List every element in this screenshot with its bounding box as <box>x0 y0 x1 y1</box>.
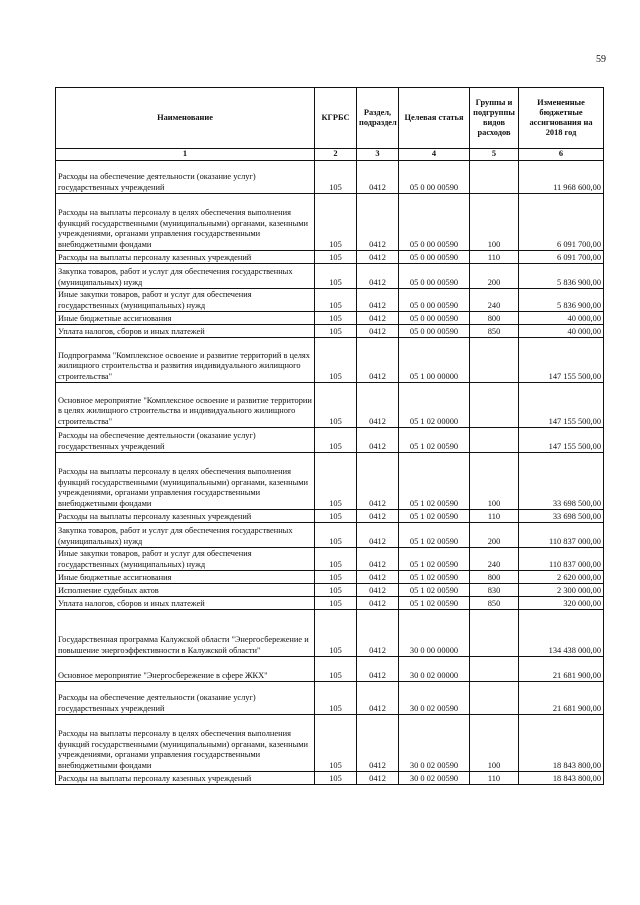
row-name: Расходы на выплаты персоналу казенных учреждений <box>56 510 315 523</box>
row-section: 0412 <box>357 194 399 251</box>
row-kgrbs: 105 <box>315 548 357 571</box>
row-target-article: 05 1 02 00590 <box>399 571 470 584</box>
row-section: 0412 <box>357 161 399 194</box>
row-expense-group: 110 <box>470 251 519 264</box>
row-expense-group: 110 <box>470 772 519 785</box>
row-name: Исполнение судебных актов <box>56 584 315 597</box>
row-section: 0412 <box>357 682 399 715</box>
row-amount: 18 843 800,00 <box>519 772 604 785</box>
row-target-article: 05 0 00 00590 <box>399 251 470 264</box>
row-expense-group <box>470 610 519 657</box>
row-kgrbs: 105 <box>315 597 357 610</box>
row-expense-group: 100 <box>470 194 519 251</box>
row-amount: 147 155 500,00 <box>519 383 604 428</box>
row-amount: 21 681 900,00 <box>519 657 604 682</box>
row-section: 0412 <box>357 338 399 383</box>
row-amount: 6 091 700,00 <box>519 194 604 251</box>
header-group: Группы и подгруппы видов расходов <box>470 88 519 149</box>
column-number: 3 <box>357 149 399 161</box>
row-kgrbs: 105 <box>315 453 357 510</box>
row-kgrbs: 105 <box>315 289 357 312</box>
row-expense-group: 800 <box>470 571 519 584</box>
row-name: Государственная программа Калужской области "Энергосбережение и повышение энергоэффективности в Калужской области" <box>56 610 315 657</box>
row-section: 0412 <box>357 312 399 325</box>
table-row <box>56 772 604 785</box>
row-expense-group: 850 <box>470 325 519 338</box>
budget-table <box>55 87 604 785</box>
column-number-row <box>56 149 604 161</box>
row-kgrbs: 105 <box>315 682 357 715</box>
header-kgrbs: КГРБС <box>315 88 357 149</box>
table-row <box>56 383 604 428</box>
table-row <box>56 523 604 548</box>
table-row <box>56 610 604 657</box>
row-section: 0412 <box>357 571 399 584</box>
row-target-article: 05 1 02 00590 <box>399 510 470 523</box>
row-target-article: 05 1 00 00000 <box>399 338 470 383</box>
row-section: 0412 <box>357 428 399 453</box>
row-target-article: 05 1 02 00590 <box>399 548 470 571</box>
row-expense-group <box>470 657 519 682</box>
row-name: Закупка товаров, работ и услуг для обеспечения государственных (муниципальных) нужд <box>56 264 315 289</box>
row-name: Расходы на выплаты персоналу в целях обеспечения выполнения функций государственными (муниципальными) органами, казенными учреждениями, органами управления государственными внебюджетными фондами <box>56 453 315 510</box>
row-expense-group: 240 <box>470 289 519 312</box>
table-row <box>56 428 604 453</box>
row-name: Расходы на выплаты персоналу казенных учреждений <box>56 772 315 785</box>
row-kgrbs: 105 <box>315 161 357 194</box>
row-target-article: 05 0 00 00590 <box>399 289 470 312</box>
row-amount: 2 620 000,00 <box>519 571 604 584</box>
row-amount: 110 837 000,00 <box>519 523 604 548</box>
table-row <box>56 289 604 312</box>
row-target-article: 05 0 00 00590 <box>399 325 470 338</box>
row-name: Основное мероприятие "Комплексное освоение и развитие территории в целях жилищного строительства и индивидуального жилищного строительства" <box>56 383 315 428</box>
row-section: 0412 <box>357 264 399 289</box>
row-name: Основное мероприятие "Энергосбережение в сфере ЖКХ" <box>56 657 315 682</box>
row-section: 0412 <box>357 610 399 657</box>
row-section: 0412 <box>357 289 399 312</box>
row-name: Расходы на обеспечение деятельности (оказание услуг) государственных учреждений <box>56 428 315 453</box>
row-amount: 5 836 900,00 <box>519 289 604 312</box>
row-name: Иные бюджетные ассигнования <box>56 571 315 584</box>
row-expense-group <box>470 383 519 428</box>
table-row <box>56 264 604 289</box>
row-amount: 2 300 000,00 <box>519 584 604 597</box>
row-kgrbs: 105 <box>315 571 357 584</box>
header-name: Наименование <box>56 88 315 149</box>
row-amount: 147 155 500,00 <box>519 338 604 383</box>
row-kgrbs: 105 <box>315 657 357 682</box>
table-row <box>56 338 604 383</box>
row-amount: 5 836 900,00 <box>519 264 604 289</box>
table-row <box>56 194 604 251</box>
header-target: Целевая статья <box>399 88 470 149</box>
row-amount: 33 698 500,00 <box>519 510 604 523</box>
row-expense-group: 100 <box>470 715 519 772</box>
table-header-row <box>56 88 604 149</box>
row-kgrbs: 105 <box>315 772 357 785</box>
table-row <box>56 657 604 682</box>
row-target-article: 30 0 00 00000 <box>399 610 470 657</box>
column-number: 1 <box>56 149 315 161</box>
row-target-article: 30 0 02 00590 <box>399 715 470 772</box>
row-kgrbs: 105 <box>315 610 357 657</box>
table-body <box>56 161 604 785</box>
row-kgrbs: 105 <box>315 338 357 383</box>
row-name: Уплата налогов, сборов и иных платежей <box>56 325 315 338</box>
row-expense-group <box>470 161 519 194</box>
table-row <box>56 597 604 610</box>
row-section: 0412 <box>357 325 399 338</box>
row-kgrbs: 105 <box>315 325 357 338</box>
table-row <box>56 510 604 523</box>
row-amount: 320 000,00 <box>519 597 604 610</box>
row-expense-group: 200 <box>470 264 519 289</box>
row-amount: 33 698 500,00 <box>519 453 604 510</box>
row-target-article: 30 0 02 00590 <box>399 772 470 785</box>
table-row <box>56 312 604 325</box>
table-row <box>56 571 604 584</box>
row-section: 0412 <box>357 510 399 523</box>
row-target-article: 05 0 00 00590 <box>399 194 470 251</box>
row-target-article: 05 0 00 00590 <box>399 312 470 325</box>
row-section: 0412 <box>357 715 399 772</box>
row-name: Уплата налогов, сборов и иных платежей <box>56 597 315 610</box>
row-expense-group: 800 <box>470 312 519 325</box>
row-target-article: 05 1 02 00590 <box>399 584 470 597</box>
row-amount: 6 091 700,00 <box>519 251 604 264</box>
table-row <box>56 584 604 597</box>
row-section: 0412 <box>357 523 399 548</box>
row-expense-group: 100 <box>470 453 519 510</box>
row-target-article: 05 1 02 00000 <box>399 383 470 428</box>
row-kgrbs: 105 <box>315 264 357 289</box>
table-row <box>56 715 604 772</box>
row-target-article: 05 1 02 00590 <box>399 597 470 610</box>
column-number: 6 <box>519 149 604 161</box>
row-name: Расходы на выплаты персоналу казенных учреждений <box>56 251 315 264</box>
row-name: Закупка товаров, работ и услуг для обеспечения государственных (муниципальных) нужд <box>56 523 315 548</box>
row-name: Подпрограмма "Комплексное освоение и развитие территорий в целях жилищного строительства и развития индивидуального жилищного строительства" <box>56 338 315 383</box>
row-section: 0412 <box>357 657 399 682</box>
table-row <box>56 682 604 715</box>
table-row <box>56 325 604 338</box>
row-amount: 40 000,00 <box>519 325 604 338</box>
row-amount: 134 438 000,00 <box>519 610 604 657</box>
row-name: Иные закупки товаров, работ и услуг для обеспечения государственных (муниципальных) нужд <box>56 548 315 571</box>
row-section: 0412 <box>357 584 399 597</box>
row-target-article: 05 1 02 00590 <box>399 453 470 510</box>
row-expense-group: 850 <box>470 597 519 610</box>
row-amount: 110 837 000,00 <box>519 548 604 571</box>
row-target-article: 05 0 00 00590 <box>399 264 470 289</box>
column-number: 4 <box>399 149 470 161</box>
row-amount: 11 968 600,00 <box>519 161 604 194</box>
row-name: Иные закупки товаров, работ и услуг для обеспечения государственных (муниципальных) нужд <box>56 289 315 312</box>
row-target-article: 05 1 02 00590 <box>399 523 470 548</box>
row-target-article: 05 1 02 00590 <box>399 428 470 453</box>
row-expense-group <box>470 682 519 715</box>
row-kgrbs: 105 <box>315 383 357 428</box>
header-razdel: Раздел, подраздел <box>357 88 399 149</box>
row-expense-group: 110 <box>470 510 519 523</box>
table-row <box>56 251 604 264</box>
row-expense-group: 240 <box>470 548 519 571</box>
row-target-article: 30 0 02 00590 <box>399 682 470 715</box>
row-expense-group: 200 <box>470 523 519 548</box>
row-amount: 18 843 800,00 <box>519 715 604 772</box>
row-kgrbs: 105 <box>315 523 357 548</box>
table-row <box>56 548 604 571</box>
row-section: 0412 <box>357 251 399 264</box>
row-name: Расходы на обеспечение деятельности (оказание услуг) государственных учреждений <box>56 161 315 194</box>
table-row <box>56 453 604 510</box>
row-kgrbs: 105 <box>315 584 357 597</box>
row-kgrbs: 105 <box>315 194 357 251</box>
row-target-article: 05 0 00 00590 <box>399 161 470 194</box>
row-expense-group <box>470 338 519 383</box>
row-section: 0412 <box>357 453 399 510</box>
row-expense-group <box>470 428 519 453</box>
row-section: 0412 <box>357 772 399 785</box>
row-amount: 147 155 500,00 <box>519 428 604 453</box>
table-row <box>56 161 604 194</box>
page-number: 59 <box>596 54 606 65</box>
row-name: Расходы на выплаты персоналу в целях обеспечения выполнения функций государственными (муниципальными) органами, казенными учреждениями, органами управления государственными внебюджетными фондами <box>56 194 315 251</box>
column-number: 5 <box>470 149 519 161</box>
row-amount: 21 681 900,00 <box>519 682 604 715</box>
row-name: Расходы на выплаты персоналу в целях обеспечения выполнения функций государственными (муниципальными) органами, казенными учреждениями, органами управления государственными внебюджетными фондами <box>56 715 315 772</box>
row-amount: 40 000,00 <box>519 312 604 325</box>
row-kgrbs: 105 <box>315 510 357 523</box>
header-amount: Измененные бюджетные ассигнования на 2018 год <box>519 88 604 149</box>
row-kgrbs: 105 <box>315 251 357 264</box>
row-section: 0412 <box>357 597 399 610</box>
row-target-article: 30 0 02 00000 <box>399 657 470 682</box>
row-name: Иные бюджетные ассигнования <box>56 312 315 325</box>
row-kgrbs: 105 <box>315 428 357 453</box>
row-kgrbs: 105 <box>315 715 357 772</box>
row-name: Расходы на обеспечение деятельности (оказание услуг) государственных учреждений <box>56 682 315 715</box>
row-section: 0412 <box>357 548 399 571</box>
row-kgrbs: 105 <box>315 312 357 325</box>
column-number: 2 <box>315 149 357 161</box>
row-expense-group: 830 <box>470 584 519 597</box>
row-section: 0412 <box>357 383 399 428</box>
